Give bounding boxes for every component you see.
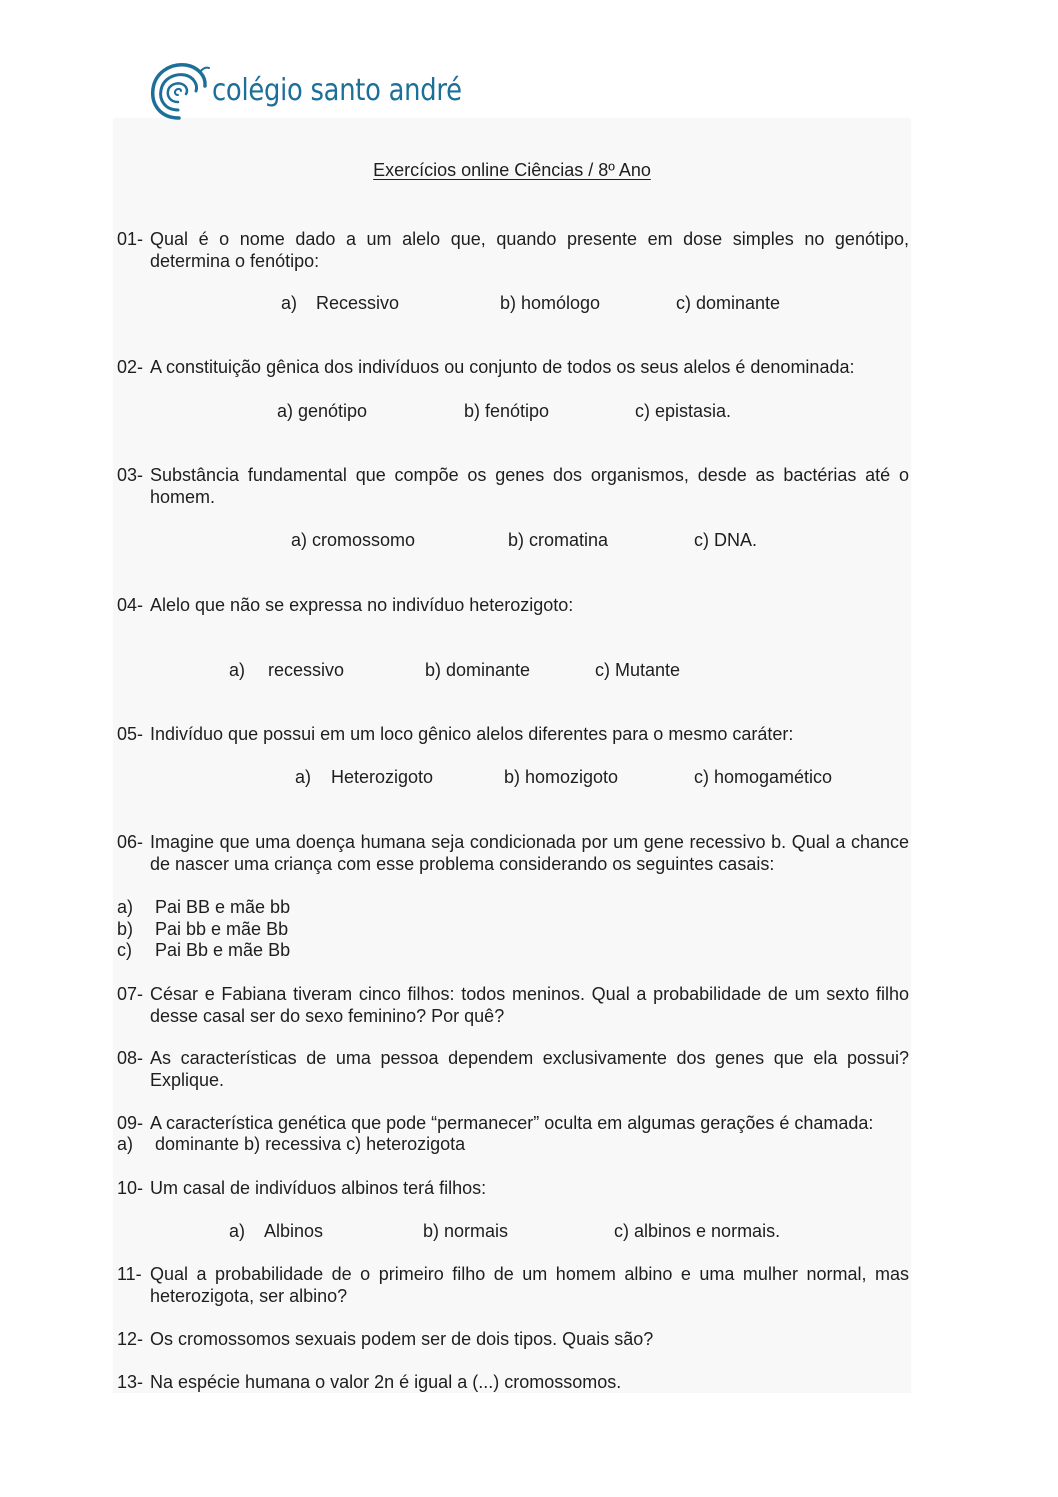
option-c: c) albinos e normais. — [614, 1221, 781, 1241]
question-text: A constituição gênica dos indivíduos ou conjunto de todos os seus alelos é denominada: — [150, 357, 855, 377]
question-number: 05- — [117, 724, 144, 744]
question-number: 04- — [117, 595, 144, 615]
option-c: c) Mutante — [595, 660, 681, 680]
question-text: Indivíduo que possui em um loco gênico alelos diferentes para o mesmo caráter: — [150, 724, 794, 744]
question-12 — [117, 1328, 909, 1350]
question-text: César e Fabiana tiveram cinco filhos: todos meninos. Qual a probabilidade de um sexto filho desse casal ser do sexo feminino? Por quê? — [150, 984, 909, 1026]
case-item-b — [117, 918, 288, 940]
question-number: 09- — [117, 1113, 144, 1133]
case-letter: c) — [117, 940, 132, 960]
case-text: Pai Bb e mãe Bb — [155, 940, 291, 960]
question-07 — [117, 983, 909, 1027]
option-a-letter: a) — [229, 660, 246, 680]
option-b: b) dominante — [425, 660, 531, 680]
question-06 — [117, 831, 909, 875]
case-letter: a) — [117, 897, 134, 917]
option-a-text: Recessivo — [316, 293, 400, 313]
question-text: As características de uma pessoa dependem exclusivamente dos genes que ela possui? Explique. — [150, 1048, 909, 1090]
case-item-c — [117, 939, 290, 961]
option-c: c) homogamético — [694, 767, 833, 787]
question-number: 13- — [117, 1372, 144, 1392]
question-text: Na espécie humana o valor 2n é igual a (...) cromossomos. — [150, 1372, 622, 1392]
question-number: 01- — [117, 229, 144, 249]
question-text: A característica genética que pode “permanecer” oculta em algumas gerações é chamada: — [150, 1113, 874, 1133]
question-number: 11- — [117, 1264, 142, 1284]
option-c: c) dominante — [676, 293, 781, 313]
question-number: 06- — [117, 832, 144, 852]
question-11 — [117, 1263, 909, 1307]
option-b: b) normais — [423, 1221, 509, 1241]
school-name: colégio santo andré — [212, 72, 462, 108]
question-text: Alelo que não se expressa no indivíduo heterozigoto: — [150, 595, 574, 615]
question-text: Qual a probabilidade de o primeiro filho de um homem albino e uma mulher normal, mas heterozigota, ser albino? — [150, 1264, 909, 1306]
question-text: Um casal de indivíduos albinos terá filhos: — [150, 1178, 487, 1198]
option-a: a) genótipo — [277, 401, 368, 421]
option-b: b) homólogo — [500, 293, 601, 313]
case-letter: b) — [117, 919, 134, 939]
option-b: b) cromatina — [508, 530, 609, 550]
question-text: Imagine que uma doença humana seja condicionada por um gene recessivo b. Qual a chance de nascer uma criança com esse problema considerando os seguintes casais: — [150, 832, 909, 874]
question-02 — [117, 356, 909, 378]
page-title: Exercícios online Ciências / 8º Ano — [373, 160, 651, 180]
question-10 — [117, 1177, 909, 1199]
case-text: Pai bb e mãe Bb — [155, 919, 289, 939]
question-09 — [117, 1112, 909, 1134]
option-letter: a) — [117, 1134, 134, 1154]
option-c: c) epistasia. — [635, 401, 732, 421]
question-04 — [117, 594, 909, 616]
question-text: Substância fundamental que compõe os genes dos organismos, desde as bactérias até o homem. — [150, 465, 909, 507]
option-text: dominante b) recessiva c) heterozigota — [155, 1134, 466, 1154]
option-a-text: recessivo — [268, 660, 345, 680]
question-03 — [117, 464, 909, 508]
option-c: c) DNA. — [694, 530, 757, 550]
option-a-letter: a) — [295, 767, 312, 787]
question-number: 12- — [117, 1329, 144, 1349]
option-b: b) homozigoto — [504, 767, 619, 787]
answer-options-line — [117, 1133, 465, 1155]
question-05 — [117, 723, 909, 745]
question-13 — [117, 1371, 909, 1393]
question-01 — [117, 228, 909, 272]
option-a-letter: a) — [229, 1221, 246, 1241]
option-a: a) cromossomo — [291, 530, 416, 550]
question-number: 07- — [117, 984, 144, 1004]
option-a-text: Heterozigoto — [331, 767, 434, 787]
swirl-logo-icon — [148, 58, 210, 122]
option-a-letter: a) — [281, 293, 298, 313]
option-a-text: Albinos — [264, 1221, 324, 1241]
school-logo — [148, 58, 502, 122]
case-item-a — [117, 896, 290, 918]
question-number: 02- — [117, 357, 144, 377]
question-text: Os cromossomos sexuais podem ser de dois tipos. Quais são? — [150, 1329, 654, 1349]
question-text: Qual é o nome dado a um alelo que, quando presente em dose simples no genótipo, determina o fenótipo: — [150, 229, 909, 271]
question-number: 08- — [117, 1048, 144, 1068]
case-text: Pai BB e mãe bb — [155, 897, 291, 917]
question-08 — [117, 1047, 909, 1091]
option-b: b) fenótipo — [464, 401, 550, 421]
question-number: 03- — [117, 465, 144, 485]
question-number: 10- — [117, 1178, 144, 1198]
